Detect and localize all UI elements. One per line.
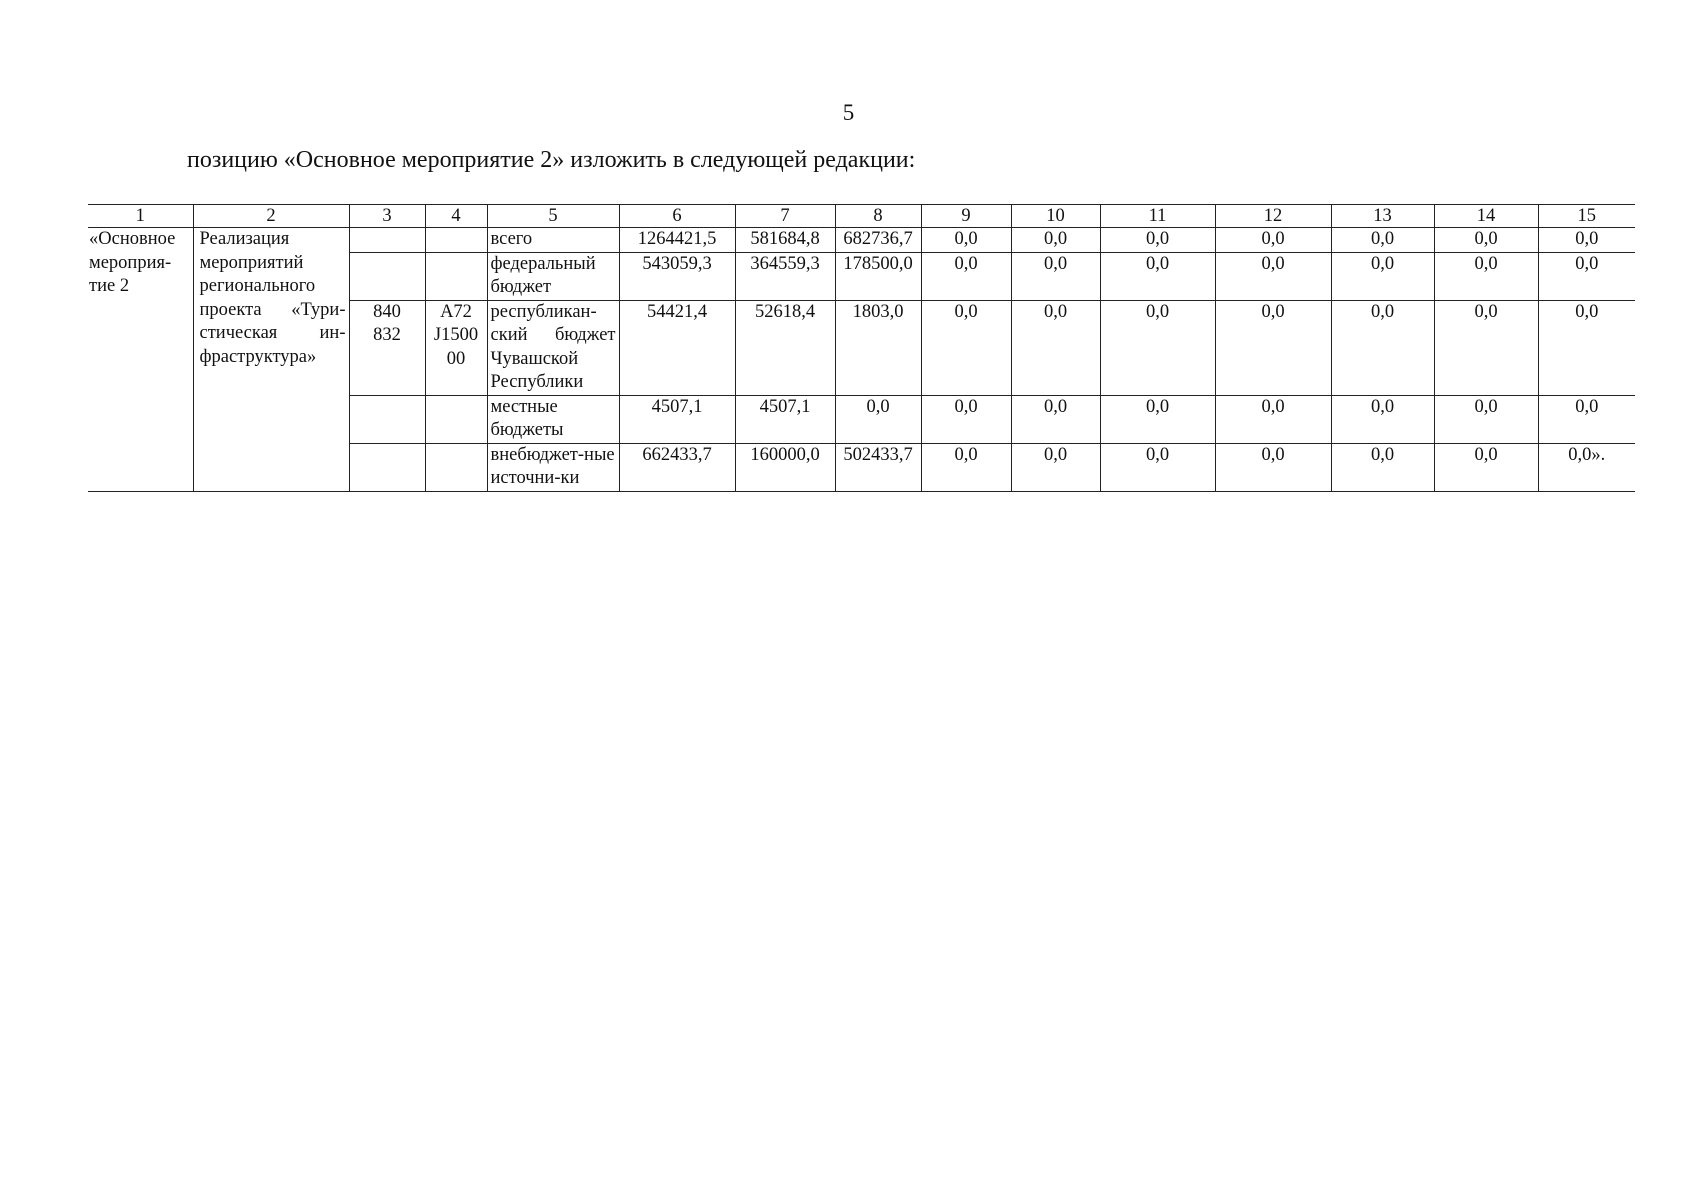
header-cell: 11 bbox=[1100, 205, 1215, 228]
value-cell: 178500,0 bbox=[835, 252, 921, 300]
header-cell: 5 bbox=[487, 205, 619, 228]
table-row bbox=[88, 228, 1635, 253]
value-cell: 0,0 bbox=[921, 443, 1011, 491]
header-cell: 10 bbox=[1011, 205, 1100, 228]
value-cell: 0,0 bbox=[1100, 228, 1215, 253]
value-cell: 0,0 bbox=[1331, 443, 1434, 491]
value-cell: 0,0 bbox=[1100, 395, 1215, 443]
value-cell: 0,0 bbox=[1331, 228, 1434, 253]
code-3-cell: 840 832 bbox=[349, 300, 425, 395]
code-3-cell bbox=[349, 395, 425, 443]
value-cell: 0,0 bbox=[1011, 228, 1100, 253]
value-cell: 160000,0 bbox=[735, 443, 835, 491]
value-cell: 0,0 bbox=[921, 228, 1011, 253]
table-header-row bbox=[88, 205, 1635, 228]
value-cell: 0,0 bbox=[1434, 395, 1538, 443]
funding-source-cell: внебюджет-ные источни-ки bbox=[487, 443, 619, 491]
header-cell: 9 bbox=[921, 205, 1011, 228]
value-cell: 4507,1 bbox=[619, 395, 735, 443]
value-cell: 52618,4 bbox=[735, 300, 835, 395]
header-cell: 4 bbox=[425, 205, 487, 228]
header-cell: 12 bbox=[1215, 205, 1331, 228]
value-cell: 0,0 bbox=[1100, 300, 1215, 395]
value-cell: 0,0». bbox=[1538, 443, 1635, 491]
code-4-cell bbox=[425, 395, 487, 443]
funding-source-cell: всего bbox=[487, 228, 619, 253]
header-cell: 3 bbox=[349, 205, 425, 228]
value-cell: 0,0 bbox=[1538, 300, 1635, 395]
value-cell: 502433,7 bbox=[835, 443, 921, 491]
value-cell: 0,0 bbox=[1100, 443, 1215, 491]
funding-source-cell: местные бюджеты bbox=[487, 395, 619, 443]
value-cell: 0,0 bbox=[835, 395, 921, 443]
header-cell: 14 bbox=[1434, 205, 1538, 228]
page-number: 5 bbox=[842, 100, 855, 125]
value-cell: 0,0 bbox=[1011, 443, 1100, 491]
value-cell: 662433,7 bbox=[619, 443, 735, 491]
header-cell: 1 bbox=[88, 205, 193, 228]
header-cell: 7 bbox=[735, 205, 835, 228]
value-cell: 0,0 bbox=[921, 300, 1011, 395]
value-cell: 543059,3 bbox=[619, 252, 735, 300]
value-cell: 0,0 bbox=[1434, 252, 1538, 300]
value-cell: 0,0 bbox=[921, 395, 1011, 443]
value-cell: 0,0 bbox=[1434, 228, 1538, 253]
event-name-cell: «Основное мероприя-тие 2 bbox=[88, 228, 193, 492]
value-cell: 0,0 bbox=[1434, 300, 1538, 395]
value-cell: 0,0 bbox=[1215, 252, 1331, 300]
code-4-cell: A72 J1500 00 bbox=[425, 300, 487, 395]
code-3-cell bbox=[349, 443, 425, 491]
value-cell: 581684,8 bbox=[735, 228, 835, 253]
value-cell: 0,0 bbox=[1011, 300, 1100, 395]
value-cell: 0,0 bbox=[1538, 252, 1635, 300]
budget-table bbox=[88, 204, 1635, 492]
value-cell: 0,0 bbox=[1434, 443, 1538, 491]
value-cell: 0,0 bbox=[1215, 300, 1331, 395]
header-cell: 2 bbox=[193, 205, 349, 228]
header-cell: 8 bbox=[835, 205, 921, 228]
intro-text: позицию «Основное мероприятие 2» изложить в следующей редакции: bbox=[187, 147, 916, 173]
funding-source-cell: республикан-ский бюджет Чувашской Республики bbox=[487, 300, 619, 395]
value-cell: 0,0 bbox=[1331, 395, 1434, 443]
header-cell: 13 bbox=[1331, 205, 1434, 228]
value-cell: 0,0 bbox=[1215, 395, 1331, 443]
value-cell: 0,0 bbox=[1011, 252, 1100, 300]
value-cell: 1803,0 bbox=[835, 300, 921, 395]
value-cell: 0,0 bbox=[1331, 252, 1434, 300]
value-cell: 0,0 bbox=[1538, 228, 1635, 253]
code-4-cell bbox=[425, 252, 487, 300]
funding-source-cell: федеральный бюджет bbox=[487, 252, 619, 300]
code-4-cell bbox=[425, 443, 487, 491]
event-description-cell: Реализация мероприятий регионального проекта «Тури-стическая ин-фраструктура» bbox=[193, 228, 349, 492]
header-cell: 6 bbox=[619, 205, 735, 228]
value-cell: 0,0 bbox=[1331, 300, 1434, 395]
value-cell: 0,0 bbox=[1538, 395, 1635, 443]
value-cell: 0,0 bbox=[1011, 395, 1100, 443]
header-cell: 15 bbox=[1538, 205, 1635, 228]
code-3-cell bbox=[349, 252, 425, 300]
value-cell: 364559,3 bbox=[735, 252, 835, 300]
code-4-cell bbox=[425, 228, 487, 253]
value-cell: 682736,7 bbox=[835, 228, 921, 253]
value-cell: 0,0 bbox=[1215, 443, 1331, 491]
value-cell: 4507,1 bbox=[735, 395, 835, 443]
code-3-cell bbox=[349, 228, 425, 253]
value-cell: 0,0 bbox=[1100, 252, 1215, 300]
value-cell: 0,0 bbox=[1215, 228, 1331, 253]
value-cell: 54421,4 bbox=[619, 300, 735, 395]
value-cell: 1264421,5 bbox=[619, 228, 735, 253]
value-cell: 0,0 bbox=[921, 252, 1011, 300]
